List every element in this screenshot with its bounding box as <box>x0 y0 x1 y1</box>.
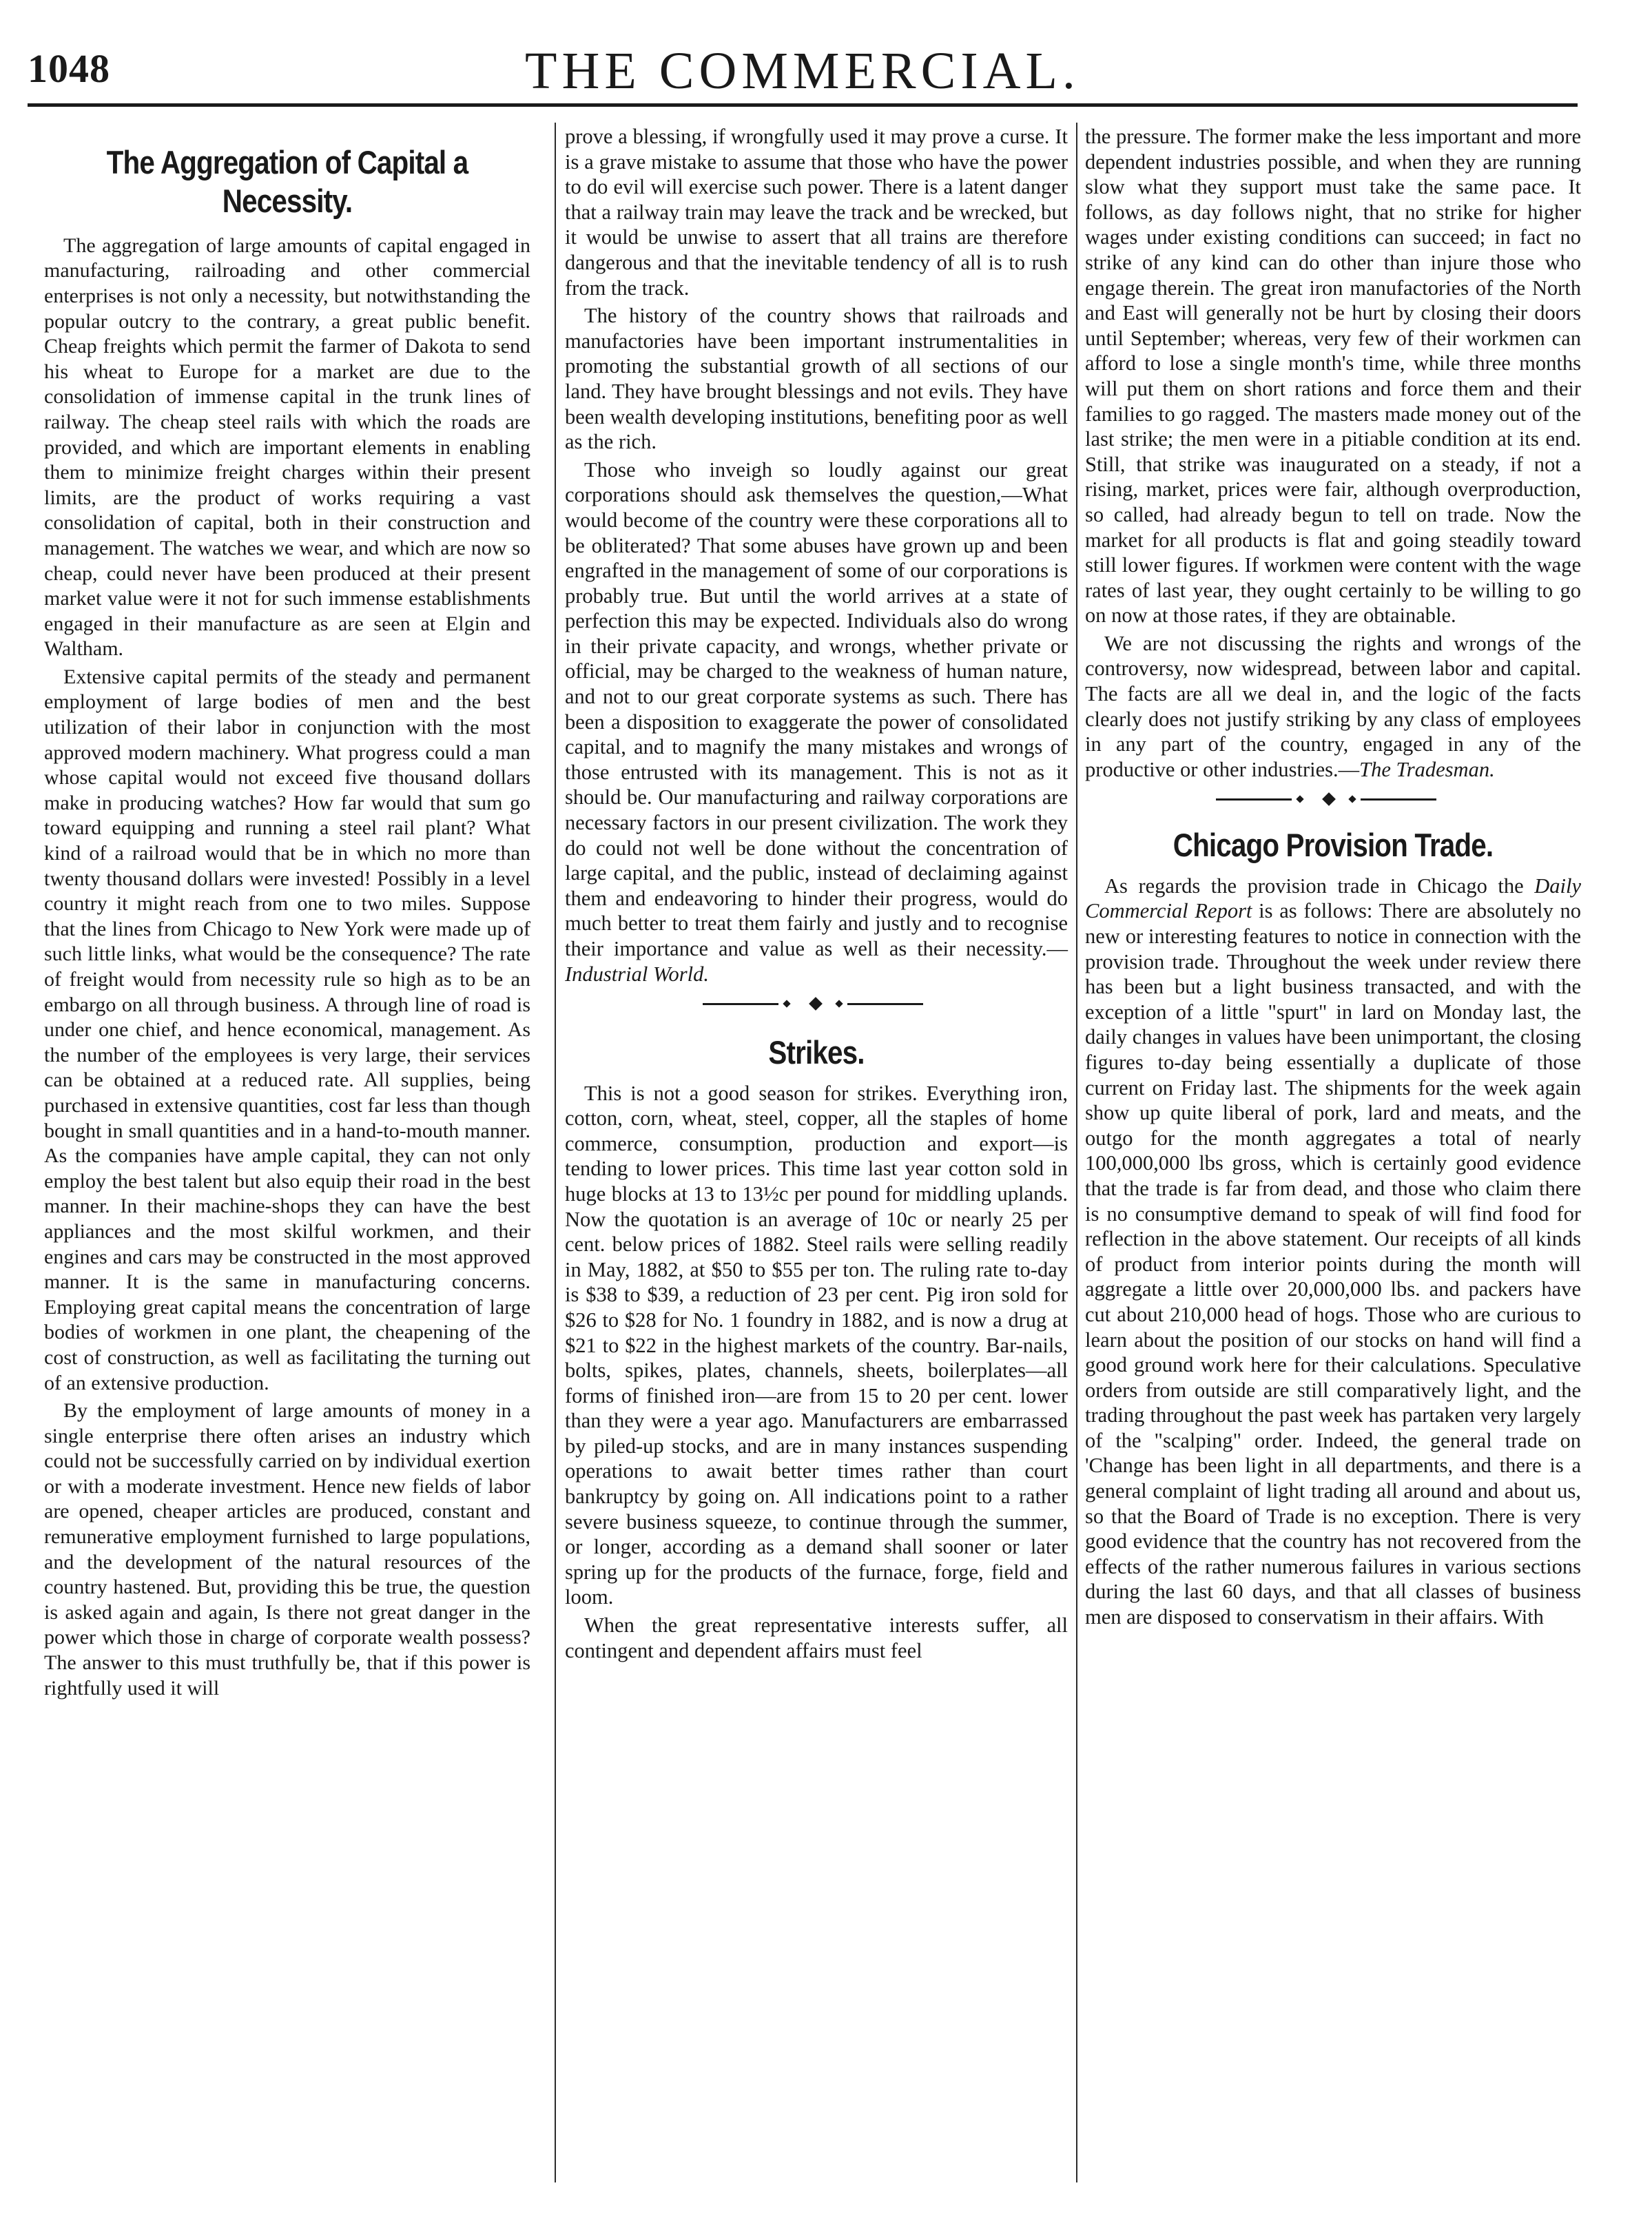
paragraph: The aggregation of large amounts of capital engaged in manufacturing, railroading and other commercial enterprises is not only a necessity, but notwithstanding the popular outcry to the contrary, a great public benefit. Cheap freights which permit the farmer of Dakota to send his wheat to Europe for a market are due to the consolidation of immense capital in the trunk lines of railway. The cheap steel rails with which the roads are provided, and which are important elements in enabling them to minimize freight charges within their present limits, are the product of works requiring a vast consolidation of capital, both in their construction and management. The watches we wear, and which are now so cheap, could never have been produced at their present market value were it not for such immense establishments engaged in their manufacture as are seen at Elgin and Waltham. <box>44 234 530 661</box>
paragraph: By the employment of large amounts of money in a single enterprise there often arises an industry which could not be successfully carried on by individual exertion or with a moderate investment. Hence new fields of labor are opened, cheaper articles are produced, constant and remunerative employment furnished to large populations, and the development of the natural resources of the country hastened. But, providing this be true, the question is asked again and again, Is there not great danger in the power which those in charge of corporate wealth possess? The answer to this must truthfully be, that if this power is rightfully used it will <box>44 1399 530 1700</box>
masthead <box>28 41 1578 100</box>
column-rule <box>555 123 556 2182</box>
paragraph <box>1085 631 1581 783</box>
column-3 <box>1085 124 1581 1630</box>
paragraph: The history of the country shows that railroads and manufactories have been important instrumentalities in promoting the substantial growth of all sections of our land. They have brought blessings and not evils. They have been wealth developing institutions, benefiting poor as well as the rich. <box>565 304 1068 454</box>
source-attribution: The Tradesman. <box>1359 757 1495 781</box>
section-divider <box>565 998 1068 1010</box>
column-rule <box>1076 123 1077 2182</box>
source-attribution: Industrial World. <box>565 962 710 986</box>
paragraph: the pressure. The former make the less important and more dependent industries possible, and when they are running slow what they support must take the same pace. It follows, as day follows night, that no strike for higher wages under existing conditions can succeed; in fact no strike of any kind can do other than injure those who engage therein. The great iron manufactories of the North and East will generally not be hurt by closing their doors until September; whereas, very few of their workmen can afford to lose a single month's time, while three months will put them on short rations and force them and their families to go ragged. The masters made money out of the last strike; the men were in a pitiable condition at its end. Still, that strike was inaugurated on a steady, if not a rising, market, prices were fair, although overproduction, so called, had already begun to tell on trade. Now the market for all products is flat and going steadily toward still lower figures. If workmen were content with the wage rates of last year, they ought certainly to be willing to go on now at those rates, if they are obtainable. <box>1085 125 1581 628</box>
header-rule <box>28 103 1578 107</box>
paragraph-text: Those who inveigh so loudly against our great corporations should ask themselves the question,—What would become of the country were these corporations all to be obliterated? That some abuses have grown up and been engrafted in the management of some of our corporations is probably true. But until the world arrives at a state of perfection this may be expected. Individuals also do wrong in their private capacity, and wrongs, whether private or official, may be charged to the weakness of human nature, and not to our great corporate systems as such. There has been a disposition to exaggerate the power of consolidated capital, and to magnify the many mistakes and wrongs of those entrusted with its management. This is not as it should be. Our manufacturing and railway corporations are necessary factors in our present civilization. The work they do could not well be done without the concentration of large capital, and the public, instead of declaiming against them and endeavoring to hinder their progress, would do much better to treat them fairly and justly and to recognise their importance and value as well as their necessity.— <box>565 457 1068 960</box>
article-title-strikes: Strikes. <box>768 1034 865 1071</box>
column-1 <box>28 124 530 1701</box>
article-title-chicago: Chicago Provision Trade. <box>1173 827 1494 864</box>
paragraph: When the great representative interests suffer, all contingent and dependent affairs must feel <box>565 1613 1068 1662</box>
paragraph <box>1085 874 1581 1630</box>
paragraph: Extensive capital permits of the steady and permanent employment of large bodies of men and the best utilization of their labor in conjunction with the most approved modern machinery. What progress could a man whose capital would not exceed five thousand dollars make in producing watches? How far would that sum go toward equipping and running a steel rail plant? What kind of a railroad would that be in which no more than twenty thousand dollars were invested! Possibly in a level country it might reach from one to two miles. Suppose that the lines from Chicago to New York were made up of such little links, what would be the consequence? The rate of freight would from necessity rule so high as to be an embargo on all through business. A through line of road is under one chief, and hence economical, management. As the number of the employees is very large, their services can be obtained at a reduced rate. All supplies, being purchased in extensive quantities, cost far less than though bought in small quantities and in a hand-to-mouth manner. As the companies have ample capital, they can not only employ the best talent but also equip their road in the best manner. In their machine-shops they can have the best appliances and the most skilful workmen, and their engines and cars may be constructed in the most approved manner. It is the same in manufacturing concerns. Employing great capital means the concentration of large bodies of workmen in one plant, the cheapening of the cost of construction, as well as facilitating the turning out of an extensive production. <box>44 665 530 1394</box>
publication-name: Daily Commercial Report <box>1085 874 1581 923</box>
paragraph <box>565 457 1068 987</box>
article-title-aggregation: The Aggregation of Capital a Necessity. <box>106 144 468 220</box>
paragraph: This is not a good season for strikes. Everything iron, cotton, corn, wheat, steel, copper, all the staples of home commerce, consumption, production and export—is tending to lower prices. This time last year cotton sold in huge blocks at 13 to 13½c per pound for middling uplands. Now the quotation is an average of 10c or nearly 25 per cent. below prices of 1882. Steel rails were selling readily in May, 1882, at $50 to $55 per ton. The ruling rate to-day is $38 to $39, a reduction of 23 per cent. Pig iron sold for $26 to $28 for No. 1 foundry in 1882, and is now a drug at $21 to $22 in the highest markets of the country. Bar-nails, bolts, spikes, plates, channels, sheets, boilerplates—all forms of finished iron—are from 15 to 20 per cent. lower than they were a year ago. Manufacturers are embarrassed by piled-up stocks, and are in many instances suspending operations to await better times rather than court bankruptcy by going on. All indications point to a rather severe business squeeze, to continue through the summer, or longer, according as a demand shall sooner or later spring up for the products of the furnace, forge, field and loom. <box>565 1081 1068 1609</box>
paragraph-text: We are not discussing the rights and wrongs of the controversy, now widespread, between labor and capital. The facts are all we deal in, and the logic of the facts clearly does not justify striking by any class of employees in any part of the country, engaged in any of the productive or other industries.— <box>1085 631 1581 781</box>
column-2 <box>565 124 1068 1663</box>
paragraph: prove a blessing, if wrongfully used it may prove a curse. It is a grave mistake to assume that those who have the power to do evil will exercise such power. There is a latent danger that a railway train may leave the track and be wrecked, but it would be unwise to assert that all trains are therefore dangerous and that the inevitable tendency of all is to rush from the track. <box>565 125 1068 300</box>
paragraph-text: As regards the provision trade in Chicago the <box>1104 874 1524 898</box>
paragraph-text: is as follows: There are absolutely no new or interesting features to notice in connection with the provision trade. Throughout the week under review there has been but a light business transacted, and with the exception of a little "spurt" in lard on Monday last, the daily changes in values have been unimportant, the closing figures to-day being essentially a duplicate of those current on Friday last. The shipments for the week again show up quite liberal of pork, lard and meats, and the outgo for the month aggregates a total of nearly 100,000,000 lbs gross, which is certainly good evidence that the trade is far from dead, and those who claim there is no consumptive demand to speak of will find food for reflection in the above statement. Our receipts of all kinds of product from interior points during the month will aggregate a little over 20,000,000 lbs. and packers have cut about 210,000 head of hogs. Those who are curious to learn about the position of our stocks on hand will find a good ground work here for their calculations. Speculative orders from outside are still comparatively light, and the trading throughout the past week has partaken very largely of the "scalping" order. Indeed, the general trade on 'Change has been light in all departments, and there is a general complaint of light trading all around and about us, so that the Board of Trade is no exception. There is very good evidence that the country has not recovered from the effects of the rather numerous failures in various sections during the last 60 days, and that all classes of business men are disposed to conservatism in their affairs. With <box>1085 899 1581 1629</box>
journal-title: THE COMMERCIAL. <box>525 42 1080 100</box>
section-divider <box>1085 793 1581 805</box>
page-number: 1048 <box>28 46 110 91</box>
